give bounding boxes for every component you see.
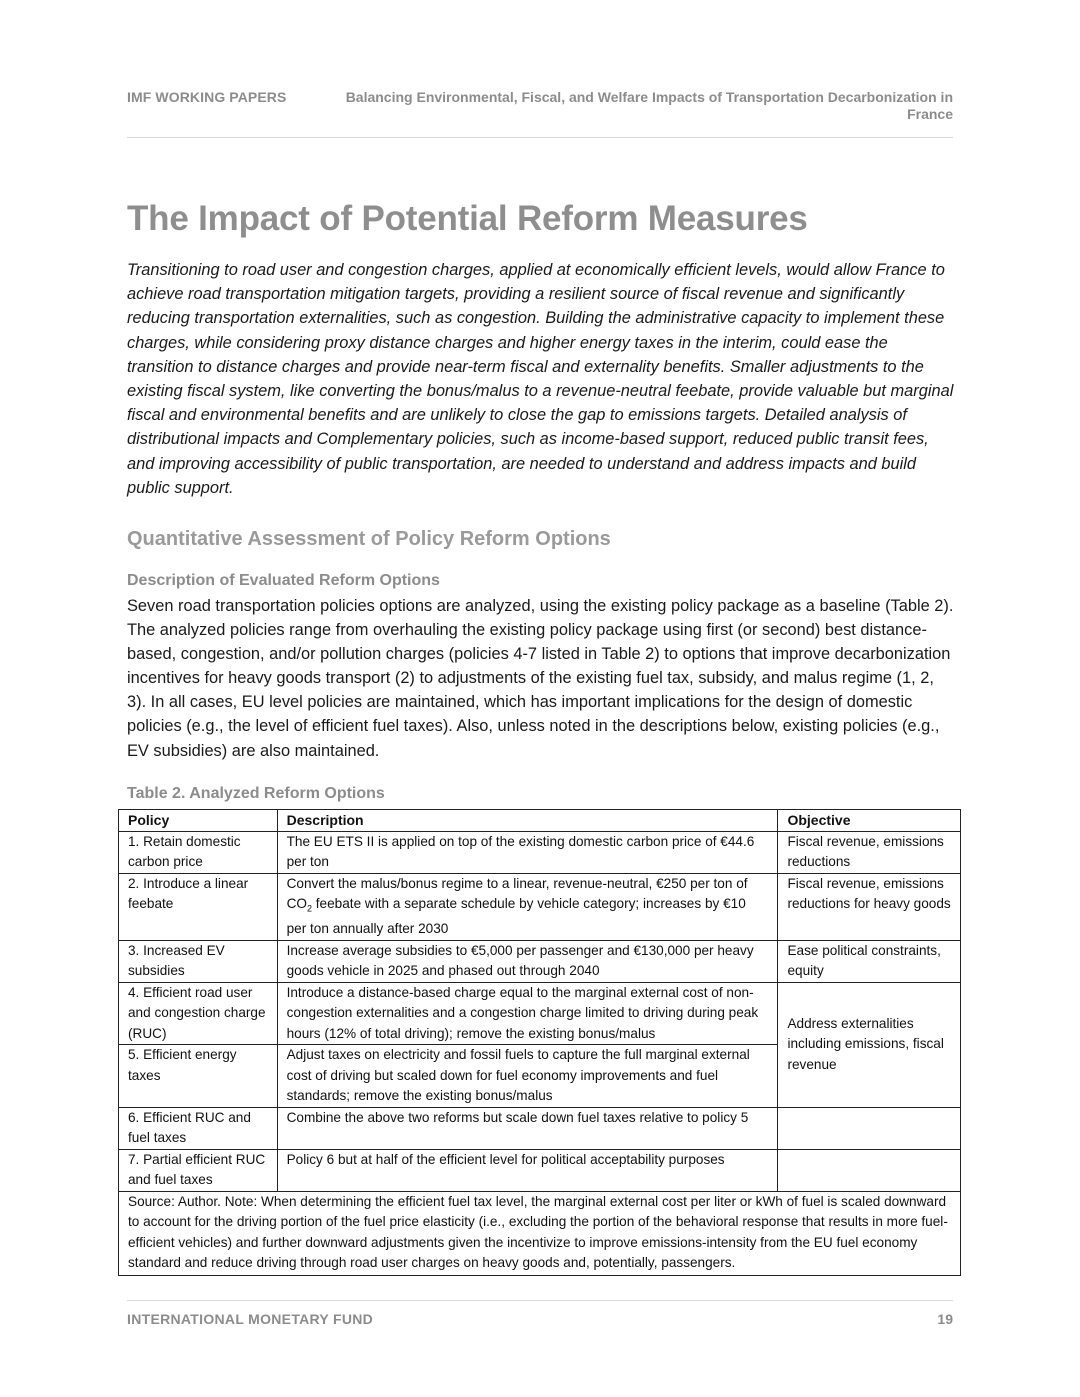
policy-cell: 3. Increased EV subsidies [119,940,278,982]
table-row [119,873,961,940]
description-text: Convert the malus/bonus regime to a linear, revenue-neutral, €250 per ton of CO [286,875,748,911]
table-row [119,1107,961,1149]
policy-cell: 7. Partial efficient RUC and fuel taxes [119,1149,278,1191]
description-text: feebate with a separate schedule by vehicle category; increases by €10 per ton annually after 2030 [286,896,746,937]
description-cell: Increase average subsidies to €5,000 per passenger and €130,000 per heavy goods vehicle in 2025 and phased out through 2040 [277,940,778,982]
header-divider [127,137,953,138]
table-caption: Table 2. Analyzed Reform Options [127,785,385,802]
page-title: The Impact of Potential Reform Measures [127,199,808,238]
objective-cell: Fiscal revenue, emissions reductions for heavy goods [778,873,961,940]
source-note: Source: Author. Note: When determining the efficient fuel tax level, the marginal external cost per liter or kWh of fuel is scaled downward to account for the driving portion of the fuel price elasticity (i.e., excluding the portion of the behavioral response that results in more fuel-efficient vehicles) and further downward adjustments given the incentivize to improve emissions-intensity from the EU fuel economy standard and reduce driving through road user charges on heavy goods and, potentially, passengers. [119,1191,961,1275]
chapter-summary: Transitioning to road user and congestion charges, applied at economically efficient levels, would allow France to achieve road transportation mitigation targets, providing a resilient source of fiscal revenue and significantly reducing transportation externalities, such as congestion. Building the administrative capacity to implement these charges, while considering proxy distance charges and higher energy taxes in the interim, could ease the transition to distance charges and provide near-term fiscal and externality benefits. Smaller adjustments to the existing fiscal system, like converting the bonus/malus to a revenue-neutral feebate, provide valuable but marginal fiscal and environmental benefits and are unlikely to close the gap to emissions targets. Detailed analysis of distributional impacts and Complementary policies, such as income-based support, reduced public transit fees, and improving accessibility of public transportation, are needed to understand and address impacts and build public support. [127,261,954,497]
policy-cell: 6. Efficient RUC and fuel taxes [119,1107,278,1149]
table-source-row [119,1191,961,1275]
reform-options-table [118,809,961,1276]
page-number: 19 [937,1311,953,1327]
body-paragraph: Seven road transportation policies options are analyzed, using the existing policy package as a baseline (Table 2). The analyzed policies range from overhauling the existing policy package using first (or second) best distance-based, congestion, and/or pollution charges (policies 4-7 listed in Table 2) to options that improve decarbonization incentives for heavy goods transport (2) to adjustments of the existing fuel tax, subsidy, and malus regime (1, 2, 3). In all cases, EU level policies are maintained, which has important implications for the design of domestic policies (e.g., the level of efficient fuel taxes). Also, unless noted in the descriptions below, existing policies (e.g., EV subsidies) are also maintained. [127,597,954,760]
subsection-title: Description of Evaluated Reform Options [127,572,440,589]
header-policy: Policy [119,810,278,832]
table-header-row [119,810,961,832]
objective-cell: Fiscal revenue, emissions reductions [778,831,961,873]
table-row [119,831,961,873]
description-cell: Introduce a distance-based charge equal to the marginal external cost of non-congestion externalities and a congestion charge limited to driving during peak hours (12% of total driving); remove the existing bonus/malus [277,982,778,1045]
description-cell [277,873,778,940]
subscript: 2 [306,903,312,914]
description-cell: The EU ETS II is applied on top of the existing domestic carbon price of €44.6 per ton [277,831,778,873]
policy-cell: 1. Retain domestic carbon price [119,831,278,873]
section-title: Quantitative Assessment of Policy Reform Options [127,528,611,550]
objective-cell [778,1149,961,1191]
description-cell: Combine the above two reforms but scale down fuel taxes relative to policy 5 [277,1107,778,1149]
objective-cell: Address externalities including emissions, fiscal revenue [778,982,961,1107]
header-description: Description [277,810,778,832]
series-name: IMF WORKING PAPERS [127,89,287,105]
policy-cell: 4. Efficient road user and congestion charge (RUC) [119,982,278,1045]
footer-divider [127,1300,953,1301]
policy-cell: 2. Introduce a linear feebate [119,873,278,940]
objective-cell [778,1107,961,1149]
paper-title: Balancing Environmental, Fiscal, and Welfare Impacts of Transportation Decarbonization in France [345,89,953,122]
footer-organization: INTERNATIONAL MONETARY FUND [127,1311,374,1327]
description-cell: Policy 6 but at half of the efficient level for political acceptability purposes [277,1149,778,1191]
table-row [119,1149,961,1191]
table-row [119,940,961,982]
objective-cell: Ease political constraints, equity [778,940,961,982]
table-row [119,982,961,1045]
header-objective: Objective [778,810,961,832]
policy-cell: 5. Efficient energy taxes [119,1045,278,1108]
description-cell: Adjust taxes on electricity and fossil fuels to capture the full marginal external cost of driving but scaled down for fuel economy improvements and fuel standards; remove the existing bonus/malus [277,1045,778,1108]
